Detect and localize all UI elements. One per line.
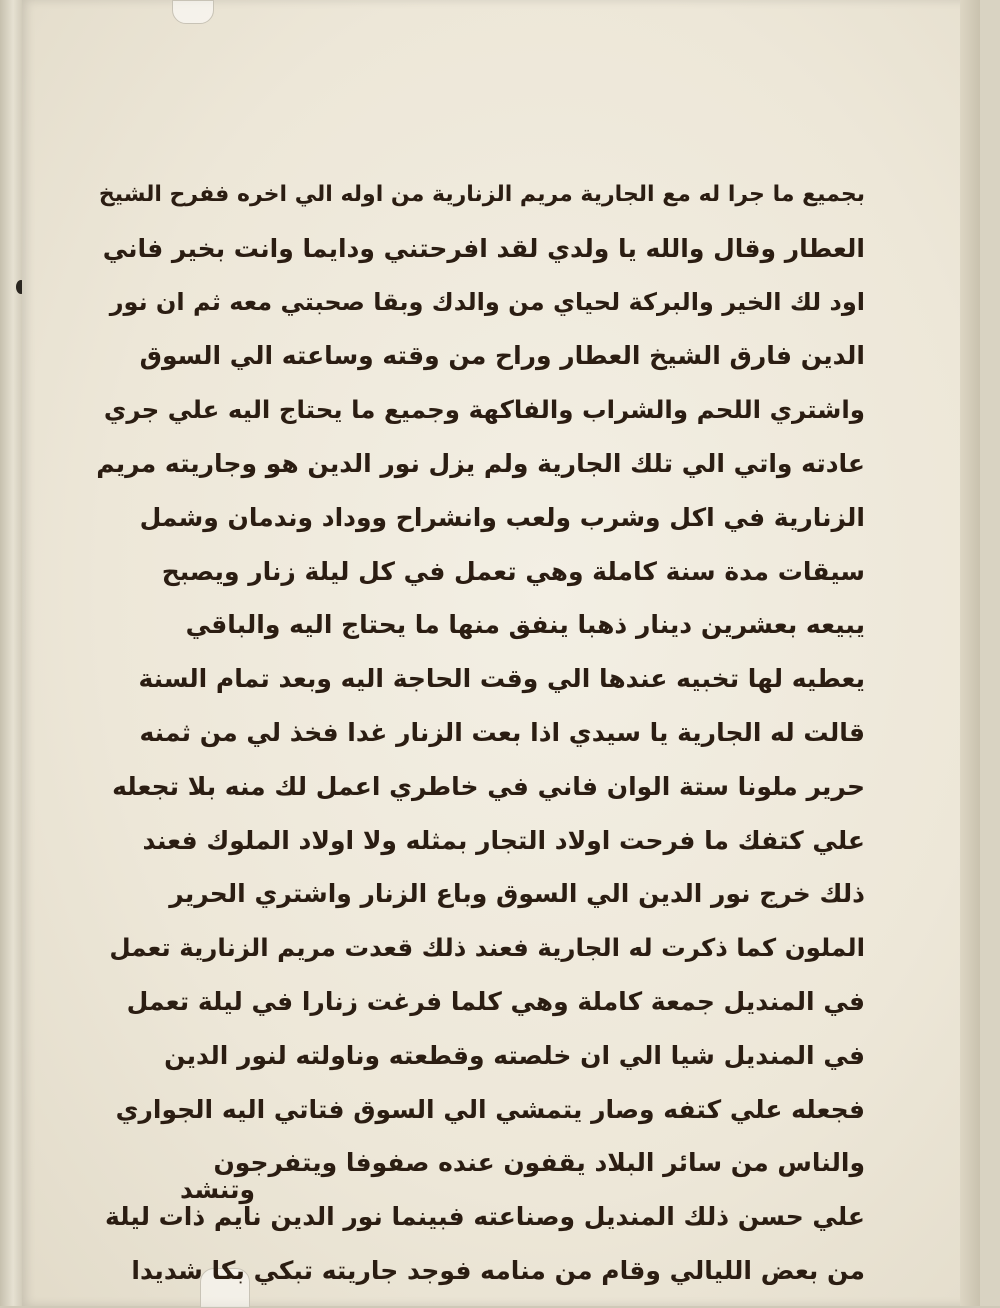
text-line: الملون كما ذكرت له الجارية فعند ذلك قعدت مريم الزنارية تعمل: [109, 933, 865, 963]
text-line: حرير ملونا ستة الوان فاني في خاطري اعمل لك منه بلا تجعله: [112, 771, 865, 801]
page-edge: [960, 0, 980, 1306]
text-line: علي كتفك ما فرحت اولاد التجار بمثله ولا اولاد الملوك فعند: [142, 825, 865, 855]
book-binding: [0, 0, 23, 1306]
text-line: سيقات مدة سنة كاملة وهي تعمل في كل ليلة زنار ويصبح: [161, 556, 865, 586]
text-line: واشتري اللحم والشراب والفاكهة وجميع ما يحتاج اليه علي جري: [103, 395, 865, 425]
text-line: الزنارية في اكل وشرب ولعب وانشراح ووداد وندمان وشمل: [139, 502, 865, 532]
text-line: ذلك خرج نور الدين الي السوق وباع الزنار واشتري الحرير: [169, 879, 865, 909]
text-line: يبيعه بعشرين دينار ذهبا ينفق منها ما يحتاج اليه والباقي: [185, 610, 865, 640]
text-line: قالت له الجارية يا سيدي اذا بعت الزنار غدا فخذ لي من ثمنه: [139, 717, 865, 747]
text-line: في المنديل جمعة كاملة وهي كلما فرغت زنارا في ليلة تعمل: [126, 986, 865, 1016]
text-line: من بعض الليالي وقام من منامه فوجد جاريته تبكي بكا شديدا: [131, 1255, 865, 1285]
text-line: يعطيه لها تخبيه عندها الي وقت الحاجة اليه وبعد تمام السنة: [138, 664, 865, 694]
text-line: اود لك الخير والبركة لحياي من والدك وبقا صحبتي معه ثم ان نور: [109, 287, 865, 316]
page-clip-top: [172, 0, 214, 24]
text-line: في المنديل شيا الي ان خلصته وقطعته وناولته لنور الدين: [164, 1040, 865, 1070]
text-line: فجعله علي كتفه وصار يتمشي الي السوق فتاتي اليه الجواري: [115, 1094, 865, 1124]
text-line: بجميع ما جرا له مع الجارية مريم الزنارية من اوله الي اخره ففرح الشيخ: [98, 182, 865, 207]
text-line: عادته واتي الي تلك الجارية ولم يزل نور الدين هو وجاريته مريم: [96, 448, 865, 478]
text-line: الدين فارق الشيخ العطار وراح من وقته وساعته الي السوق: [139, 341, 865, 371]
text-line: علي حسن ذلك المنديل وصناعته فبينما نور الدين نايم ذات ليلة: [105, 1202, 865, 1232]
manuscript-text-block: [95, 168, 865, 1298]
text-line: العطار وقال والله يا ولدي لقد افرحتني ودايما وانت بخير فاني: [102, 233, 865, 263]
text-line: والناس من سائر البلاد يقفون عنده صفوفا ويتفرجون: [213, 1148, 865, 1178]
closing-word: وتنشد: [180, 1175, 256, 1204]
